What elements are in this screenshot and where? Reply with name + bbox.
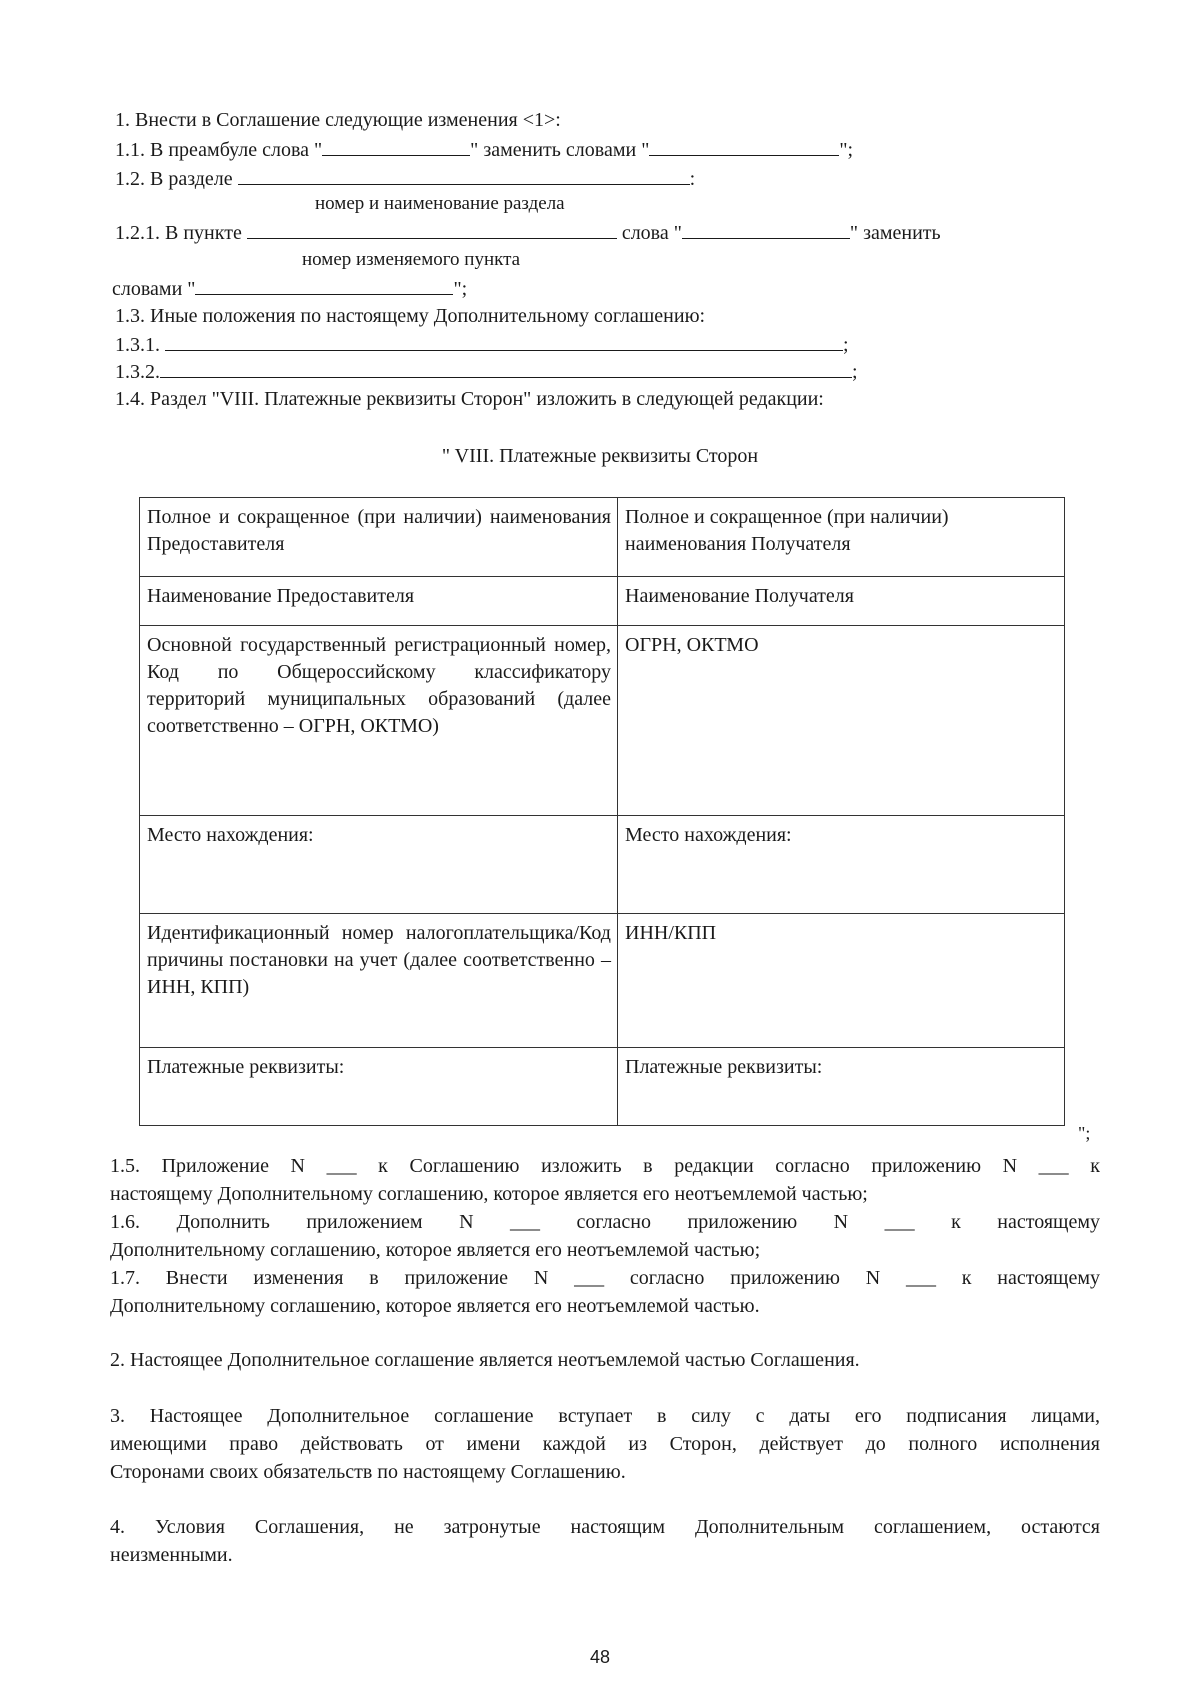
item-1-2-1 bbox=[115, 220, 941, 245]
fill-blank bbox=[247, 220, 617, 239]
table-cell-right: Место нахождения: bbox=[618, 816, 1065, 914]
table-row bbox=[140, 914, 1065, 1048]
section-title: " VIII. Платежные реквизиты Сторон bbox=[441, 445, 759, 467]
item-1: 1. Внести в Соглашение следующие изменения <1>: bbox=[115, 109, 561, 131]
item-4-line2: неизменными. bbox=[110, 1544, 233, 1566]
table-cell-right: Полное и сокращенное (при наличии) наименования Получателя bbox=[618, 498, 1065, 577]
item-1-3-1-text-b: ; bbox=[843, 334, 849, 356]
item-3-line3: Сторонами своих обязательств по настоящему Соглашению. bbox=[110, 1461, 626, 1483]
item-1-3-2-text-b: ; bbox=[852, 361, 858, 383]
table-cell-left: Наименование Предоставителя bbox=[140, 577, 618, 626]
item-1-7-line2: Дополнительному соглашению, которое является его неотъемлемой частью. bbox=[110, 1295, 760, 1317]
item-1-5-line1: 1.5. Приложение N ___ к Соглашению изложить в редакции согласно приложению N ___ к bbox=[110, 1155, 1100, 1177]
page-number: 48 bbox=[589, 1647, 611, 1667]
table-row bbox=[140, 1048, 1065, 1126]
fill-blank bbox=[195, 276, 453, 295]
item-1-3: 1.3. Иные положения по настоящему Дополнительному соглашению: bbox=[115, 305, 706, 327]
item-1-3-2 bbox=[115, 359, 858, 384]
item-1-2-1-cont bbox=[112, 276, 467, 301]
item-4-line1: 4. Условия Соглашения, не затронутые настоящим Дополнительным соглашением, остаются bbox=[110, 1516, 1100, 1538]
item-3-line2: имеющими право действовать от имени каждой из Сторон, действует до полного исполнения bbox=[110, 1433, 1100, 1455]
table-row bbox=[140, 816, 1065, 914]
item-1-6-line1: 1.6. Дополнить приложением N ___ согласно приложению N ___ к настоящему bbox=[110, 1211, 1100, 1233]
item-1-1-text-a: 1.1. В преамбуле слова " bbox=[115, 139, 323, 161]
item-1-2-1-hint: номер изменяемого пункта bbox=[302, 249, 521, 270]
item-1-6-line2: Дополнительному соглашению, которое является его неотъемлемой частью; bbox=[110, 1239, 761, 1261]
item-1-1-text-c: "; bbox=[839, 139, 854, 161]
item-1-3-1-text-a: 1.3.1. bbox=[115, 334, 160, 356]
table-end-quote: "; bbox=[1078, 1123, 1091, 1143]
table-cell-right: ИНН/КПП bbox=[618, 914, 1065, 1048]
item-1-2 bbox=[115, 166, 695, 191]
item-2: 2. Настоящее Дополнительное соглашение является неотъемлемой частью Соглашения. bbox=[110, 1349, 860, 1371]
fill-blank bbox=[322, 137, 470, 156]
table-cell-right: Платежные реквизиты: bbox=[618, 1048, 1065, 1126]
item-1-2-1-text-c: " заменить bbox=[849, 222, 941, 244]
table-cell-left: Место нахождения: bbox=[140, 816, 618, 914]
item-1-7-line1: 1.7. Внести изменения в приложение N ___ согласно приложению N ___ к настоящему bbox=[110, 1267, 1100, 1289]
item-1-3-2-text-a: 1.3.2. bbox=[115, 361, 160, 383]
item-3-line1: 3. Настоящее Дополнительное соглашение вступает в силу с даты его подписания лицами, bbox=[110, 1405, 1100, 1427]
item-1-2-text-a: 1.2. В разделе bbox=[115, 168, 233, 190]
table-cell-left: Полное и сокращенное (при наличии) наименования Предоставителя bbox=[140, 498, 618, 577]
table-cell-right: Наименование Получателя bbox=[618, 577, 1065, 626]
table-row bbox=[140, 577, 1065, 626]
item-1-2-1-text-d: словами " bbox=[112, 278, 196, 300]
item-1-4: 1.4. Раздел "VIII. Платежные реквизиты Сторон" изложить в следующей редакции: bbox=[115, 388, 824, 410]
item-1-1 bbox=[115, 137, 853, 162]
item-1-2-text-b: : bbox=[689, 168, 696, 190]
table-row bbox=[140, 626, 1065, 816]
table-row bbox=[140, 498, 1065, 577]
item-1-5-line2: настоящему Дополнительному соглашению, которое является его неотъемлемой частью; bbox=[110, 1183, 868, 1205]
item-1-2-1-text-a: 1.2.1. В пункте bbox=[115, 222, 242, 244]
fill-blank bbox=[682, 220, 850, 239]
item-1-2-hint: номер и наименование раздела bbox=[315, 193, 565, 214]
fill-blank bbox=[649, 137, 839, 156]
requisites-table bbox=[139, 497, 1065, 1126]
table-cell-left: Основной государственный регистрационный номер, Код по Общероссийскому классификатору территорий муниципальных образований (далее соответственно – ОГРН, ОКТМО) bbox=[140, 626, 618, 816]
item-1-1-text-b: " заменить словами " bbox=[470, 139, 650, 161]
item-1-3-1 bbox=[115, 332, 849, 357]
item-1-2-1-text-b: слова " bbox=[621, 222, 682, 244]
item-1-2-1-text-e: "; bbox=[453, 278, 468, 300]
fill-blank bbox=[238, 166, 690, 185]
table-cell-left: Платежные реквизиты: bbox=[140, 1048, 618, 1126]
fill-blank bbox=[160, 359, 852, 378]
table-cell-left: Идентификационный номер налогоплательщика/Код причины постановки на учет (далее соответственно – ИНН, КПП) bbox=[140, 914, 618, 1048]
fill-blank bbox=[165, 332, 843, 351]
table-cell-right: ОГРН, ОКТМО bbox=[618, 626, 1065, 816]
